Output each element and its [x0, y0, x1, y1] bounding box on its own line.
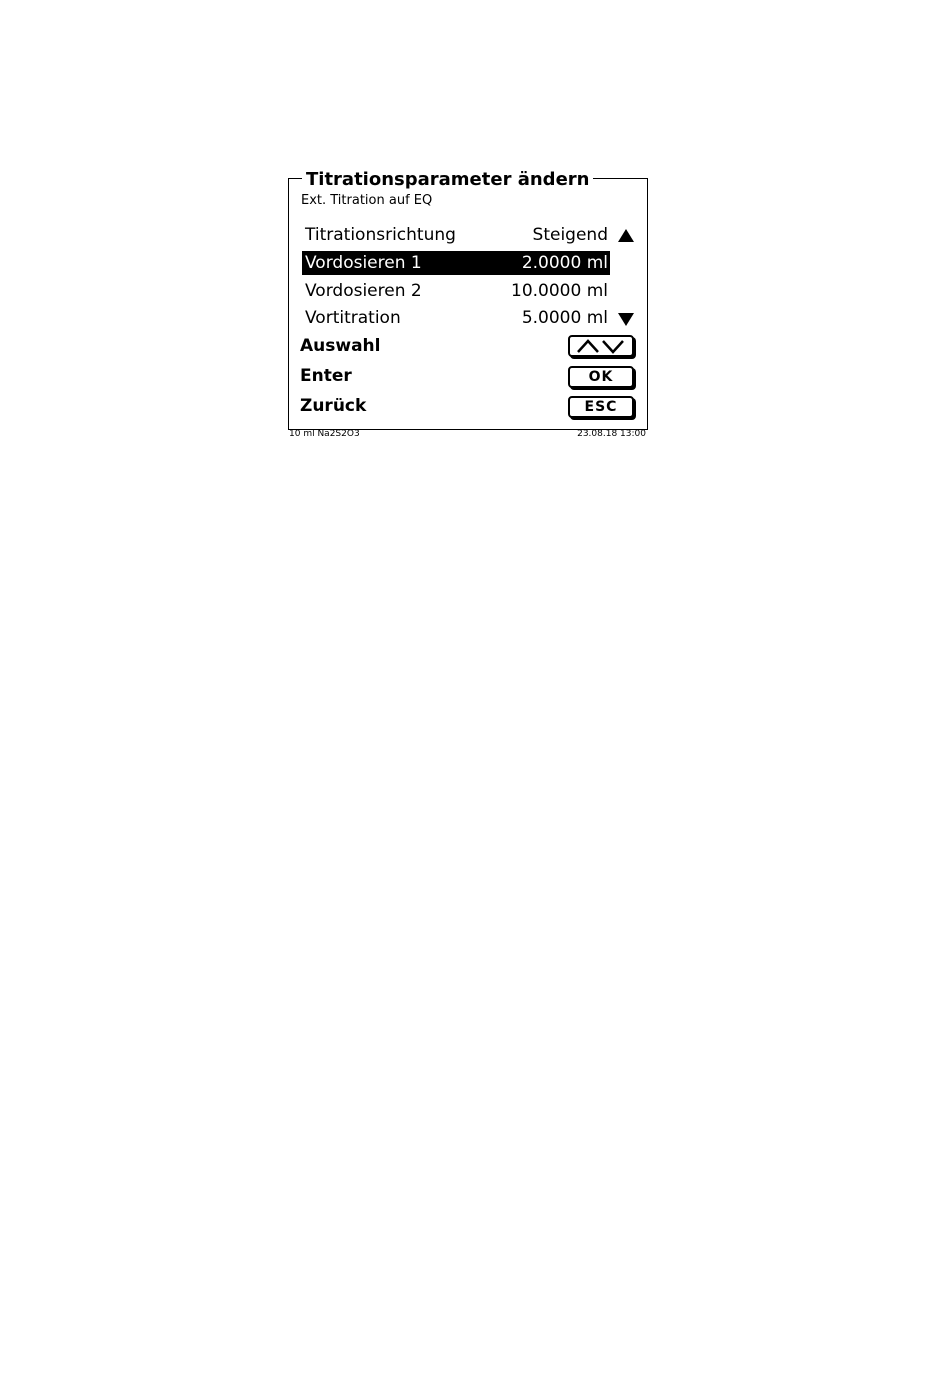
parameter-row-titration-direction[interactable] [302, 223, 610, 247]
select-button[interactable] [568, 335, 634, 357]
parameter-label: Vortitration [305, 308, 401, 328]
esc-button[interactable]: ESC [568, 396, 634, 418]
select-key-label: Auswahl [300, 336, 381, 356]
dialog-frame [288, 178, 648, 430]
scroll-down-arrow-icon[interactable] [618, 313, 634, 326]
parameter-value: 2.0000 ml [521, 253, 608, 273]
parameter-value: Steigend [532, 225, 608, 245]
scroll-up-arrow-icon[interactable] [618, 229, 634, 242]
parameter-row-pretitration[interactable] [302, 306, 610, 330]
method-subtitle: Ext. Titration auf EQ [301, 193, 433, 208]
parameter-label: Vordosieren 2 [305, 281, 422, 301]
parameter-label: Titrationsrichtung [305, 225, 456, 245]
parameter-label: Vordosieren 1 [305, 253, 422, 273]
parameter-value: 5.0000 ml [521, 308, 608, 328]
back-key-label: Zurück [300, 396, 367, 416]
page-title: Titrationsparameter ändern [302, 169, 593, 191]
parameter-row-predose-2[interactable] [302, 279, 610, 303]
ok-button[interactable]: OK [568, 366, 634, 388]
titration-parameter-screen [288, 168, 650, 442]
parameter-row-predose-1[interactable] [302, 251, 610, 275]
reagent-status: 10 ml Na2S2O3 [289, 429, 360, 439]
up-down-arrows-icon [576, 338, 626, 354]
datetime-status: 23.08.18 13:00 [577, 429, 646, 439]
parameter-value: 10.0000 ml [511, 281, 608, 301]
enter-key-label: Enter [300, 366, 352, 386]
